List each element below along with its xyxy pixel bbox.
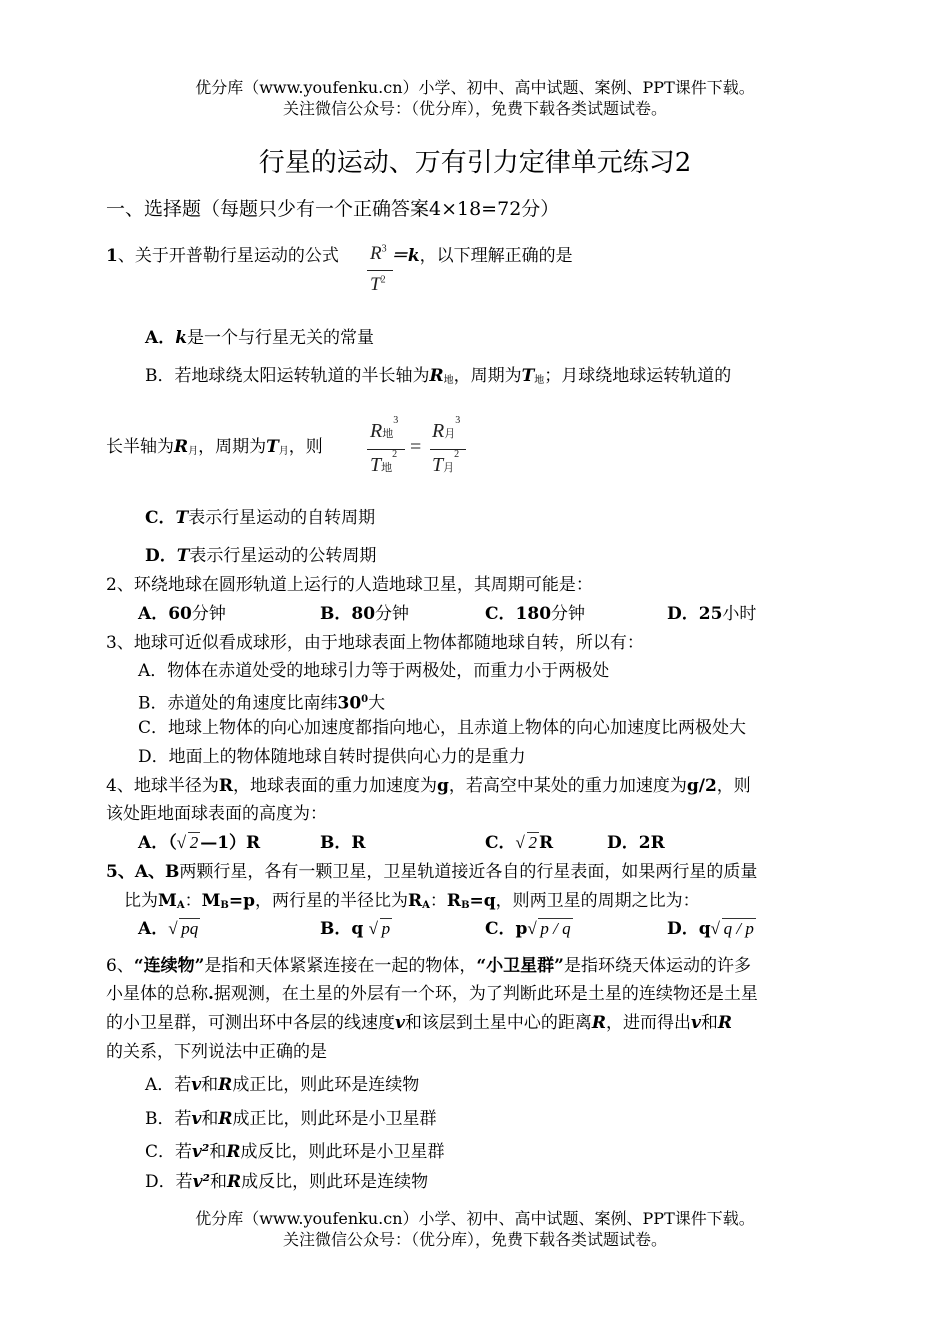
question-1-option-c[interactable]: C．T表示行星运动的自转周期 <box>145 508 376 528</box>
question-6-option-c[interactable]: C．若v²和R成反比，则此环是小卫星群 <box>145 1142 445 1162</box>
question-4-option-d[interactable]: D．2R <box>607 833 665 853</box>
footer-line-2: 关注微信公众号：（优分库），免费下载各类试题试卷。 <box>282 1230 667 1249</box>
question-5-option-d[interactable]: D．q√ q / p <box>667 918 756 940</box>
question-5-option-c[interactable]: C．p√ p / q <box>485 918 573 940</box>
formula-earth-denominator: T地$^2$ <box>370 449 398 476</box>
question-1-option-b[interactable]: B．若地球绕太阳运转轨道的半长轴为$R_地$，周期为$T_地$；月球绕地球运转轨道的 <box>145 366 732 386</box>
question-4-stem: 4、地球半径为R，地球表面的重力加速度为g，若高空中某处的重力加速度为g/2，则 <box>106 776 751 796</box>
question-4-stem-line-2: 该处距地面球表面的高度为： <box>106 804 327 824</box>
question-1-option-d[interactable]: D．T表示行星运动的公转周期 <box>145 546 377 566</box>
fraction-bar <box>430 449 466 450</box>
question-6-option-a[interactable]: A．若v和R成正比，则此环是连续物 <box>145 1075 420 1095</box>
question-1-option-a[interactable]: A．k是一个与行星无关的常量 <box>145 328 374 348</box>
question-6-stem-line-2: 小星体的总称.据观测，在土星的外层有一个环，为了判断此环是土星的连续物还是土星 <box>106 984 758 1004</box>
question-1-stem <box>106 245 573 267</box>
question-5-option-b[interactable]: B．q √ p <box>320 918 392 940</box>
question-1-option-b-continued: 长半轴为$R_月$，周期为$T_月$，则 <box>106 437 323 457</box>
question-2-option-a[interactable]: A．60分钟 <box>138 604 226 624</box>
question-3-option-c[interactable]: C．地球上物体的向心加速度都指向地心，且赤道上物体的向心加速度比两极处大 <box>138 718 747 738</box>
formula-moon-denominator: T月$^2$ <box>432 449 460 476</box>
question-6-stem-line-3: 的小卫星群，可测出环中各层的线速度v和该层到土星中心的距离R，进而得出v和R <box>106 1013 733 1033</box>
section-heading: 一、选择题（每题只少有一个正确答案4×18=72分） <box>106 198 560 220</box>
question-3-option-a[interactable]: A．物体在赤道处受的地球引力等于两极处，而重力小于两极处 <box>138 661 610 681</box>
question-2-option-c[interactable]: C．180分钟 <box>485 604 586 624</box>
sqrt-symbol: √ p <box>369 918 393 940</box>
question-6-option-b[interactable]: B．若v和R成正比，则此环是小卫星群 <box>145 1109 437 1129</box>
sqrt-symbol: √ pq <box>168 918 200 940</box>
fraction-bar <box>367 449 405 450</box>
question-text: 、关于开普勒行星运动的公式 <box>117 246 339 266</box>
question-6-option-d[interactable]: D．若v²和R成反比，则此环是连续物 <box>145 1172 429 1192</box>
question-2-stem: 2、环绕地球在圆形轨道上运行的人造地球卫星，其周期可能是： <box>106 575 593 595</box>
question-3-option-b[interactable]: B．赤道处的角速度比南纬$30^0$大 <box>138 693 386 714</box>
formula-equals-k: ＝k <box>390 246 420 266</box>
formula-numerator: $R^3$ <box>370 243 387 264</box>
formula-earth-numerator: R地$^3$ <box>370 415 399 442</box>
question-2-option-d[interactable]: D．25小时 <box>667 604 757 624</box>
formula-denominator: $T^2$ <box>370 274 386 295</box>
fraction-bar <box>367 270 393 271</box>
question-5-stem: 5、A、B两颗行星，各有一颗卫星，卫星轨道接近各自的行星表面，如果两行星的质量 <box>106 862 758 882</box>
question-2-option-b[interactable]: B．80分钟 <box>320 604 410 624</box>
question-4-option-c[interactable]: C．√ 2 R <box>485 832 553 854</box>
question-3-stem: 3、地球可近似看成球形，由于地球表面上物体都随地球自转，所以有： <box>106 633 644 653</box>
question-3-option-d[interactable]: D．地面上的物体随地球自转时提供向心力的是重力 <box>138 747 526 767</box>
question-5-option-a[interactable]: A．√ pq <box>138 918 200 940</box>
question-5-stem-line-2: 比为$M_A$：$M_B=p$，两行星的半径比为$R_A$：$R_B=q$，则两卫星的周期之比为： <box>124 891 700 911</box>
formula-moon-numerator: R月$^3$ <box>432 415 461 442</box>
sqrt-symbol: √ q / p <box>711 918 756 940</box>
formula-equals: = <box>410 436 422 458</box>
question-number: 1 <box>106 246 118 266</box>
question-4-option-a[interactable]: A．（√ 2 —1）R <box>138 832 260 854</box>
question-6-stem-line-4: 的关系，下列说法中正确的是 <box>106 1042 327 1062</box>
header-line-1: 优分库（www.youfenku.cn）小学、初中、高中试题、案例、PPT课件下载。 <box>195 78 755 97</box>
question-text: ，以下理解正确的是 <box>419 246 573 266</box>
page-title: 行星的运动、万有引力定律单元练习2 <box>258 148 692 178</box>
sqrt-symbol: √ 2 <box>177 832 201 854</box>
question-6-stem: 6、“连续物”是指和天体紧紧连接在一起的物体，“小卫星群”是指环绕天体运动的许多 <box>106 956 751 976</box>
sqrt-symbol: √ p / q <box>527 918 572 940</box>
question-4-option-b[interactable]: B．R <box>320 833 366 853</box>
footer-line-1: 优分库（www.youfenku.cn）小学、初中、高中试题、案例、PPT课件下载。 <box>195 1209 755 1228</box>
sqrt-symbol: √ 2 <box>516 832 540 854</box>
header-line-2: 关注微信公众号：（优分库），免费下载各类试题试卷。 <box>282 99 667 118</box>
